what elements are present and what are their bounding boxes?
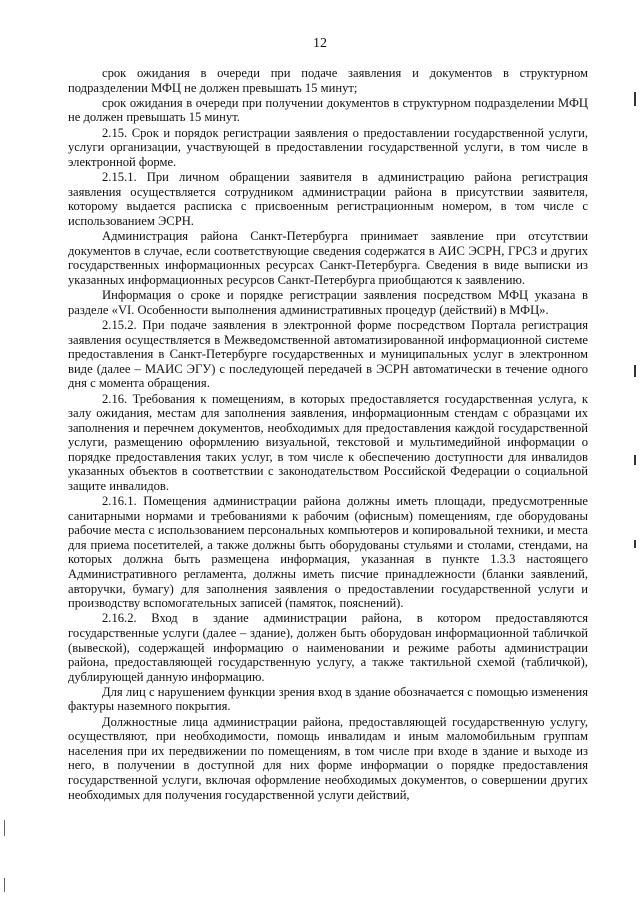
page-number: 12: [313, 36, 327, 51]
document-body: [68, 66, 588, 803]
paragraph-section-2-15-2: 2.15.2. При подаче заявления в электронной форме посредством Портала регистрация заявления осуществляется в Межведомственной автоматизированной информационной системе предоставления в Санкт-Петербурге государственных и муниципальных услуг в электронном виде (далее – МАИС ЭГУ) с последующей передачей в ЭСРН автоматически в течение одного дня с момента обращения.: [68, 318, 588, 391]
paragraph-section-2-16-1: 2.16.1. Помещения администрации района должны иметь площади, предусмотренные санитарными нормами и требованиями к рабочим (офисным) помещениям, где оборудованы рабочие места с использованием персональных компьютеров и копировальной техники, и места для приема посетителей, а также должны быть оборудованы стульями и столами, стендами, на которых должна быть размещена информация, указанная в пункте 1.3.3 настоящего Административного регламента, должны иметь писчие принадлежности (бланки заявлений, авторучки, бумагу) для заполнения заявления о предоставлении государственной услуги и производству вспомогательных записей (памяток, пояснений).: [68, 494, 588, 611]
scan-edge-mark: [4, 820, 5, 836]
scan-edge-mark: [634, 540, 636, 548]
paragraph-section-2-16: 2.16. Требования к помещениям, в которых предоставляется государственная услуга, к залу ожидания, местам для заполнения заявления, информационным стендам с образцами их заполнения и перечнем документов, необходимых для предоставления каждой государственной услуги, размещению оформлению визуальной, текстовой и мультимедийной информации о порядке предоставления таких услуг, в том числе к обеспечению доступности для инвалидов указанных объектов в соответствии с законодательством Российской Федерации о социальной защите инвалидов.: [68, 391, 588, 493]
paragraph-queue-receipt: срок ожидания в очереди при получении документов в структурном подразделении МФЦ не должен превышать 15 минут.: [68, 95, 588, 125]
paragraph-section-2-15: 2.15. Срок и порядок регистрации заявления о предоставлении государственной услуги, услуги организации, участвующей в предоставлении государственной услуги, в том числе в электронной форме.: [68, 125, 588, 169]
paragraph-queue-submission: срок ожидания в очереди при подаче заявления и документов в структурном подразделении МФЦ не должен превышать 15 минут;: [68, 66, 588, 95]
scan-edge-mark: [4, 878, 5, 892]
paragraph-mfc-registration-info: Информация о сроке и порядке регистрации заявления посредством МФЦ указана в разделе «VI. Особенности выполнения административных процедур (действий) в МФЦ».: [68, 288, 588, 317]
scan-edge-mark: [634, 455, 636, 465]
paragraph-vision-impaired: Для лиц с нарушением функции зрения вход в здание обозначается с помощью изменения фактуры наземного покрытия.: [68, 684, 588, 714]
paragraph-officials-assistance: Должностные лица администрации района, предоставляющей государственную услугу, осуществляют, при необходимости, помощь инвалидам и иным маломобильным группам населения при их передвижении по помещениям, в том числе при входе в здание и выходе из него, в получении в доступной для них форме информации о порядке предоставления государственной услуги, включая оформление необходимых документов, о совершении других необходимых для получения государственной услуги действий,: [68, 714, 588, 802]
scan-edge-mark: [634, 92, 636, 106]
paragraph-section-2-15-1: 2.15.1. При личном обращении заявителя в администрацию района регистрация заявления осуществляется сотрудником администрации района в присутствии заявителя, которому выдается расписка с присвоенным регистрационным номером, в том числе с использованием ЭСРН.: [68, 170, 588, 228]
paragraph-section-2-16-2: 2.16.2. Вход в здание администрации района, в котором предоставляются государственные услуги (далее – здание), должен быть оборудован информационной табличкой (вывеской), содержащей информацию о наименовании и режиме работы администрации района, предоставляющей государственную услугу, а также тактильной схемой (табличкой), дублирующей данную информацию.: [68, 611, 588, 684]
paragraph-administration-acceptance: Администрация района Санкт-Петербурга принимает заявление при отсутствии документов в случае, если соответствующие сведения содержатся в АИС ЭСРН, ГРСЗ и других государственных информационных ресурсах Санкт-Петербурга. Сведения в виде выписки из указанных информационных ресурсов Санкт-Петербурга приобщаются к заявлению.: [68, 229, 588, 287]
scan-edge-mark: [634, 365, 636, 377]
